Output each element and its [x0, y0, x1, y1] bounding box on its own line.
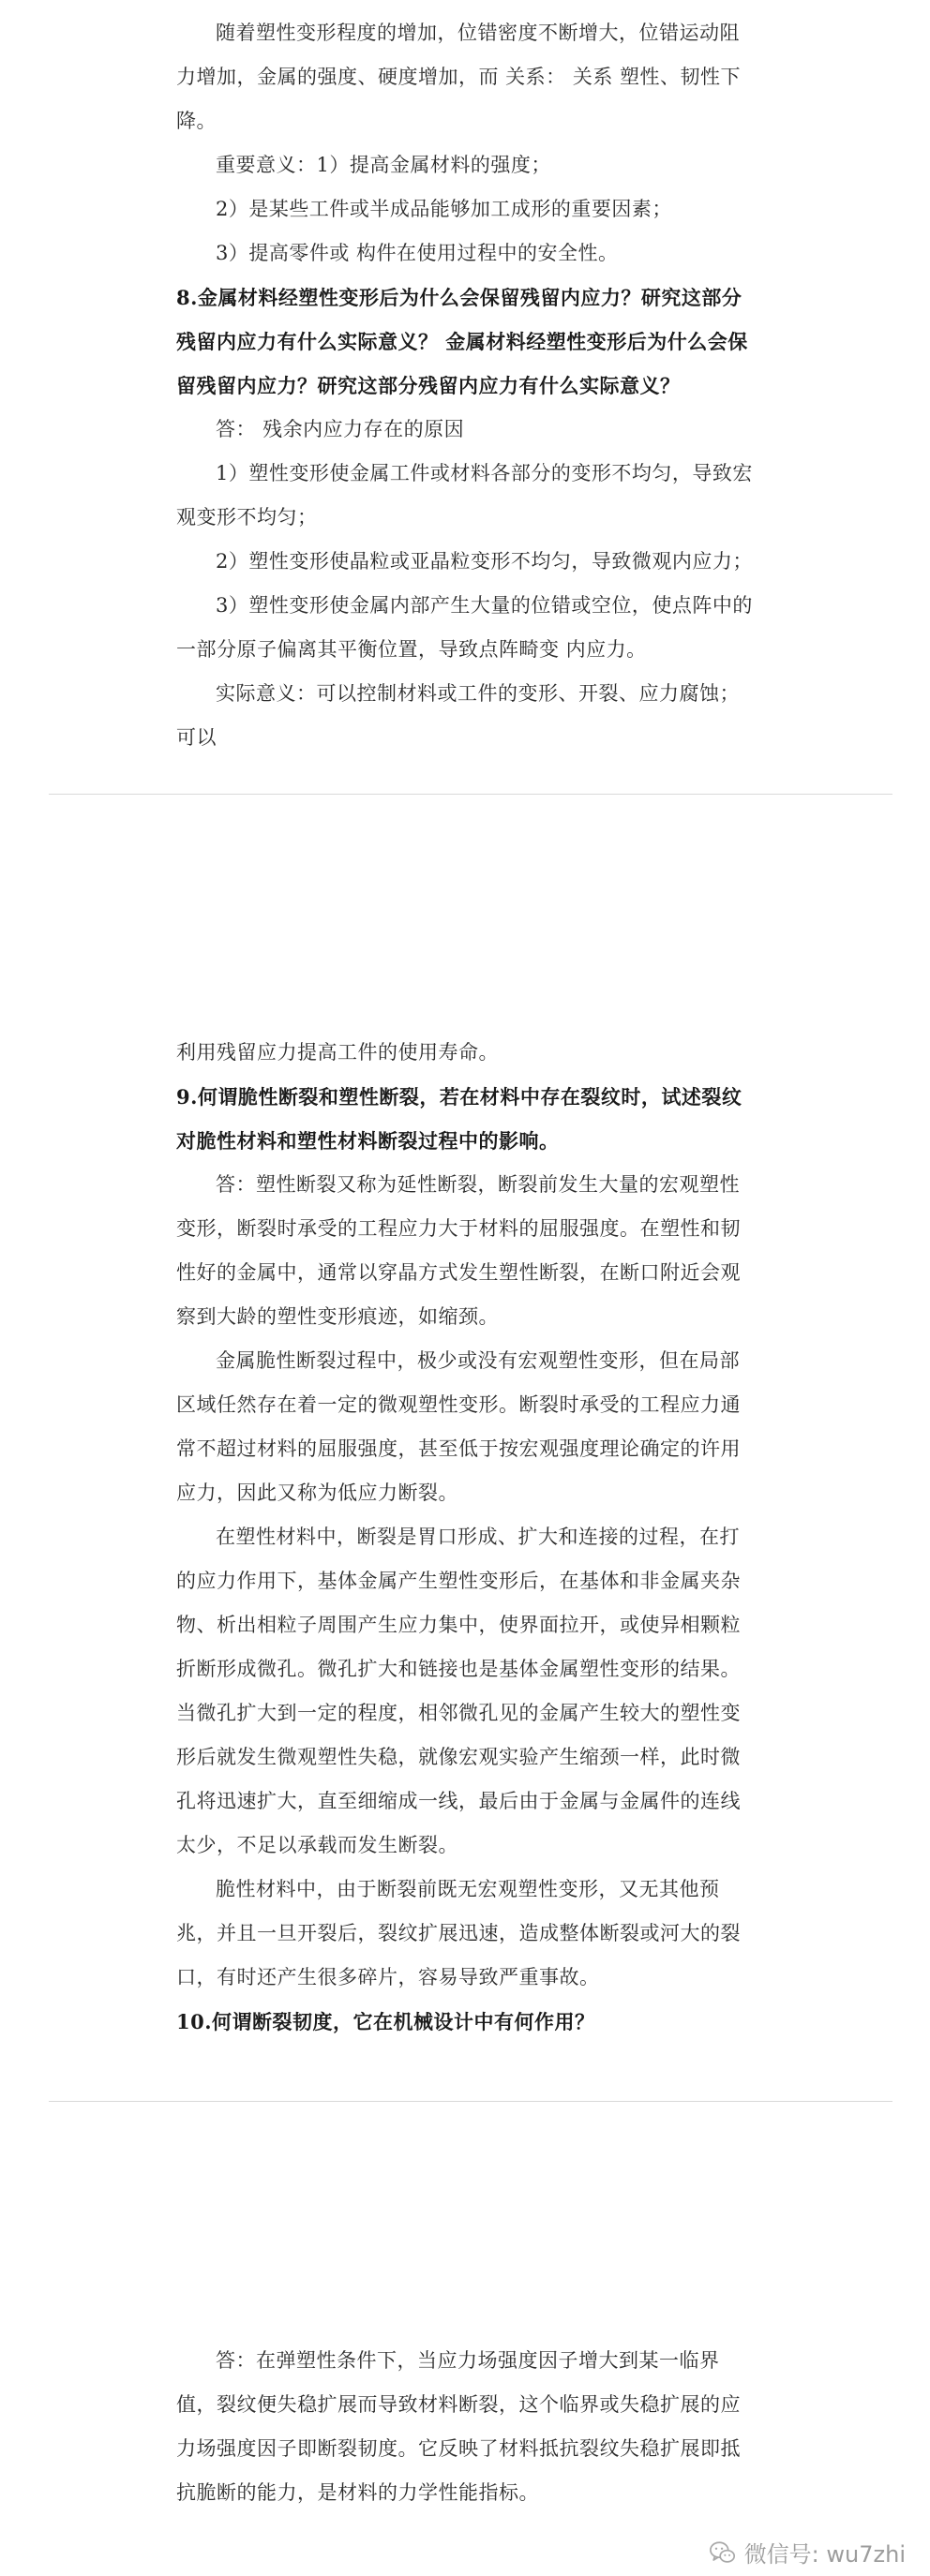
paragraph: 随着塑性变形程度的增加，位错密度不断增大，位错运动阻力增加，金属的强度、硬度增加，而 关系： 关系 塑性、韧性下降。 — [176, 22, 742, 132]
answer-8-item-2: 2）塑性变形使晶粒或亚晶粒变形不均匀，导致微观内应力； — [216, 550, 753, 573]
wechat-watermark — [709, 2536, 906, 2569]
watermark-text: 微信号: wu7zhi — [743, 2541, 906, 2568]
answer-9-paragraph: 答：塑性断裂又称为延性断裂，断裂前发生大量的宏观塑性变形，断裂时承受的工程应力大于材料的屈服强度。在塑性和韧性好的金属中，通常以穿晶方式发生塑性断裂，在断口附近会观察到大龄的塑性变形痕迹，如缩颈。 — [176, 1173, 741, 1328]
answer-8-significance: 实际意义：可以控制材料或工件的变形、开裂、应力腐蚀；可以 — [176, 682, 740, 749]
paragraph: 2）是某些工件或半成品能够加工成形的重要因素； — [216, 198, 672, 220]
question-8: 8.金属材料经塑性变形后为什么会保留残留内应力？研究这部分残留内应力有什么实际意义？ 金属材料经塑性变形后为什么会保留残留内应力？研究这部分残留内应力有什么实际意义？ — [176, 286, 748, 397]
question-9: 9.何谓脆性断裂和塑性断裂，若在材料中存在裂纹时，试述裂纹对脆性材料和塑性材料断裂过程中的影响。 — [176, 1085, 742, 1153]
answer-9-paragraph: 脆性材料中，由于断裂前既无宏观塑性变形，又无其他预兆，并且一旦开裂后，裂纹扩展迅速，造成整体断裂或河大的裂口，有时还产生很多碎片，容易导致严重事故。 — [176, 1878, 741, 1988]
page-divider — [49, 2101, 892, 2102]
section-1 — [176, 11, 758, 760]
answer-9-paragraph: 在塑性材料中，断裂是胃口形成、扩大和连接的过程，在打的应力作用下，基体金属产生塑性变形后，在基体和非金属夹杂物、析出相粒子周围产生应力集中，使界面拉开，或使异相颗粒折断形成微孔。微孔扩大和链接也是基体金属塑性变形的结果。当微孔扩大到一定的程度，相邻微孔见的金属产生较大的塑性变形后就发生微观塑性失稳，就像宏观实验产生缩颈一样，此时微孔将迅速扩大，直至细缩成一线，最后由于金属与金属件的连线太少，不足以承载而发生断裂。 — [176, 1526, 741, 1856]
answer-10: 答：在弹塑性条件下，当应力场强度因子增大到某一临界值，裂纹便失稳扩展而导致材料断裂，这个临界或失稳扩展的应力场强度因子即断裂韧度。它反映了材料抵抗裂纹失稳扩展即抵抗脆断的能力，是材料的力学性能指标。 — [176, 2349, 741, 2504]
answer-8-item-3: 3）塑性变形使金属内部产生大量的位错或空位，使点阵中的一部分原子偏离其平衡位置，导致点阵畸变 内应力。 — [176, 594, 753, 661]
section-2 — [176, 1031, 758, 2044]
paragraph: 重要意义：1）提高金属材料的强度； — [216, 154, 551, 176]
answer-8-intro: 答： 残余内应力存在的原因 — [216, 418, 465, 440]
page-divider — [49, 794, 892, 795]
answer-9-paragraph: 金属脆性断裂过程中，极少或没有宏观塑性变形，但在局部区域任然存在着一定的微观塑性变形。断裂时承受的工程应力通常不超过材料的屈服强度，甚至低于按宏观强度理论确定的许用应力，因此又称为低应力断裂。 — [176, 1349, 741, 1504]
section-3 — [176, 2339, 758, 2515]
answer-8-item-1: 1）塑性变形使金属工件或材料各部分的变形不均匀，导致宏观变形不均匀； — [176, 462, 753, 529]
paragraph-continuation: 利用残留应力提高工件的使用寿命。 — [176, 1041, 499, 1064]
question-10: 10.何谓断裂韧度，它在机械设计中有何作用？ — [176, 2010, 595, 2033]
paragraph: 3）提高零件或 构件在使用过程中的安全性。 — [216, 242, 619, 264]
wechat-icon — [709, 2539, 737, 2567]
